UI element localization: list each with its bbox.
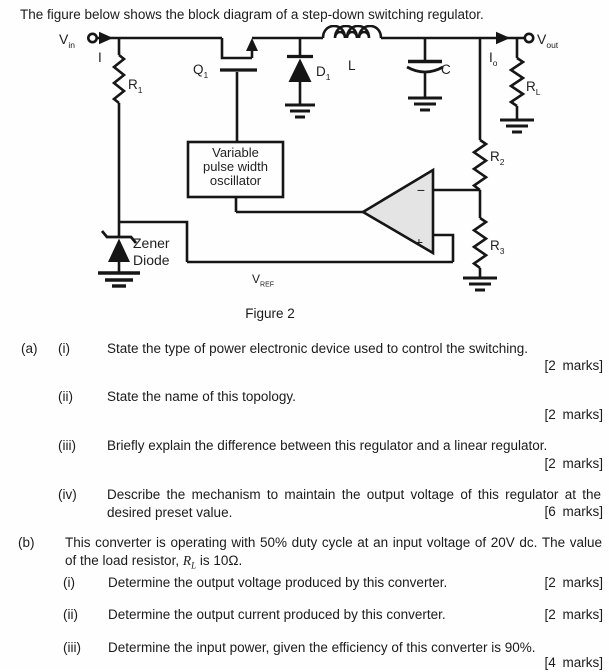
diode-d1 <box>285 38 315 117</box>
resistor-r1 <box>114 38 124 222</box>
ground-icon <box>98 273 140 286</box>
question-b-i-marks: [2 marks] <box>544 575 603 590</box>
zener-label-line2: Diode <box>133 252 170 268</box>
rl-label: $R_L$ <box>526 79 541 97</box>
inductor-label: L <box>348 58 356 73</box>
question-a-iii-marks: [2 marks] <box>544 456 603 471</box>
opamp-plus-sign: + <box>414 234 424 250</box>
input-current-arrow-icon <box>99 32 113 44</box>
svg-text:oscillator: oscillator <box>209 173 262 188</box>
capacitor-c <box>407 38 443 110</box>
opamp-minus-sign: − <box>416 182 426 198</box>
svg-text:Variable: Variable <box>212 145 259 160</box>
question-a-iii-text: Briefly explain the difference between this regulator and a linear regulator. <box>107 438 548 453</box>
figure-caption: Figure 2 <box>245 306 295 321</box>
d1-label: $D_1$ <box>316 64 331 82</box>
ground-icon <box>463 278 497 290</box>
question-b-ii-marks: [2 marks] <box>544 607 603 622</box>
question-a-iv-text: Describe the mechanism to maintain the output voltage of this regulator at the desired preset value. <box>107 487 601 520</box>
question-b-i-num: (i) <box>63 575 75 590</box>
question-b-intro: This converter is operating with 50% duty cycle at an input voltage of 20V dc. The value of the load resistor, $R_L$ is 10Ω. <box>65 535 602 571</box>
ground-icon <box>285 105 315 117</box>
resistor-r2 <box>474 38 486 190</box>
question-b-i-text: Determine the output voltage produced by this converter. <box>108 575 448 590</box>
vout-label: $V_{out}$ <box>537 31 559 50</box>
vin-terminal <box>88 34 96 42</box>
r1-label: $R_1$ <box>128 77 143 95</box>
vref-label: $V_{REF}$ <box>252 272 275 289</box>
opamp-plus-wire <box>433 235 453 262</box>
transistor-q1 <box>220 38 258 142</box>
question-b-label: (b) <box>18 535 35 550</box>
question-a-i-marks: [2 marks] <box>544 358 603 373</box>
question-a-ii-marks: [2 marks] <box>544 407 603 422</box>
pulse-width-oscillator-block <box>188 142 283 197</box>
question-b-iii-num: (iii) <box>63 640 81 655</box>
input-current-label: I <box>98 50 102 65</box>
question-a-label: (a) <box>21 341 38 356</box>
question-a-i-text: State the type of power electronic device used to control the switching. <box>107 341 528 356</box>
ground-icon <box>408 98 442 110</box>
capacitor-label: C <box>441 62 451 77</box>
question-a-ii-text: State the name of this topology. <box>107 389 296 404</box>
question-b-ii-text: Determine the output current produced by this converter. <box>108 607 446 622</box>
question-b-iii-marks: [4 marks] <box>544 655 603 670</box>
question-a-i-num: (i) <box>58 341 70 356</box>
intro-text: The figure below shows the block diagram of a step-down switching regulator. <box>20 7 484 22</box>
question-b-iii-text: Determine the input power, given the efficiency of this converter is 90%. <box>108 640 536 655</box>
vout-terminal <box>525 34 533 42</box>
r3-label: $R_3$ <box>490 238 505 256</box>
question-a-iv-num: (iv) <box>58 487 77 502</box>
output-current-arrow-icon <box>496 32 510 44</box>
rl-symbol: R <box>182 553 192 568</box>
svg-text:pulse width: pulse width <box>202 159 269 174</box>
question-b-ii-num: (ii) <box>63 607 78 622</box>
q1-label: $Q_1$ <box>193 62 209 80</box>
ground-icon <box>500 120 534 132</box>
question-a-iv-marks: [6 marks] <box>544 504 603 519</box>
output-current-label: $I_o$ <box>489 50 498 68</box>
inductor-l <box>323 26 381 38</box>
zener-label-line1: Zener <box>133 235 170 251</box>
vin-label: $V_{in}$ <box>59 31 75 50</box>
question-a-iii-num: (iii) <box>58 438 76 453</box>
r2-label: $R_2$ <box>490 149 505 167</box>
question-a-ii-num: (ii) <box>58 389 73 404</box>
